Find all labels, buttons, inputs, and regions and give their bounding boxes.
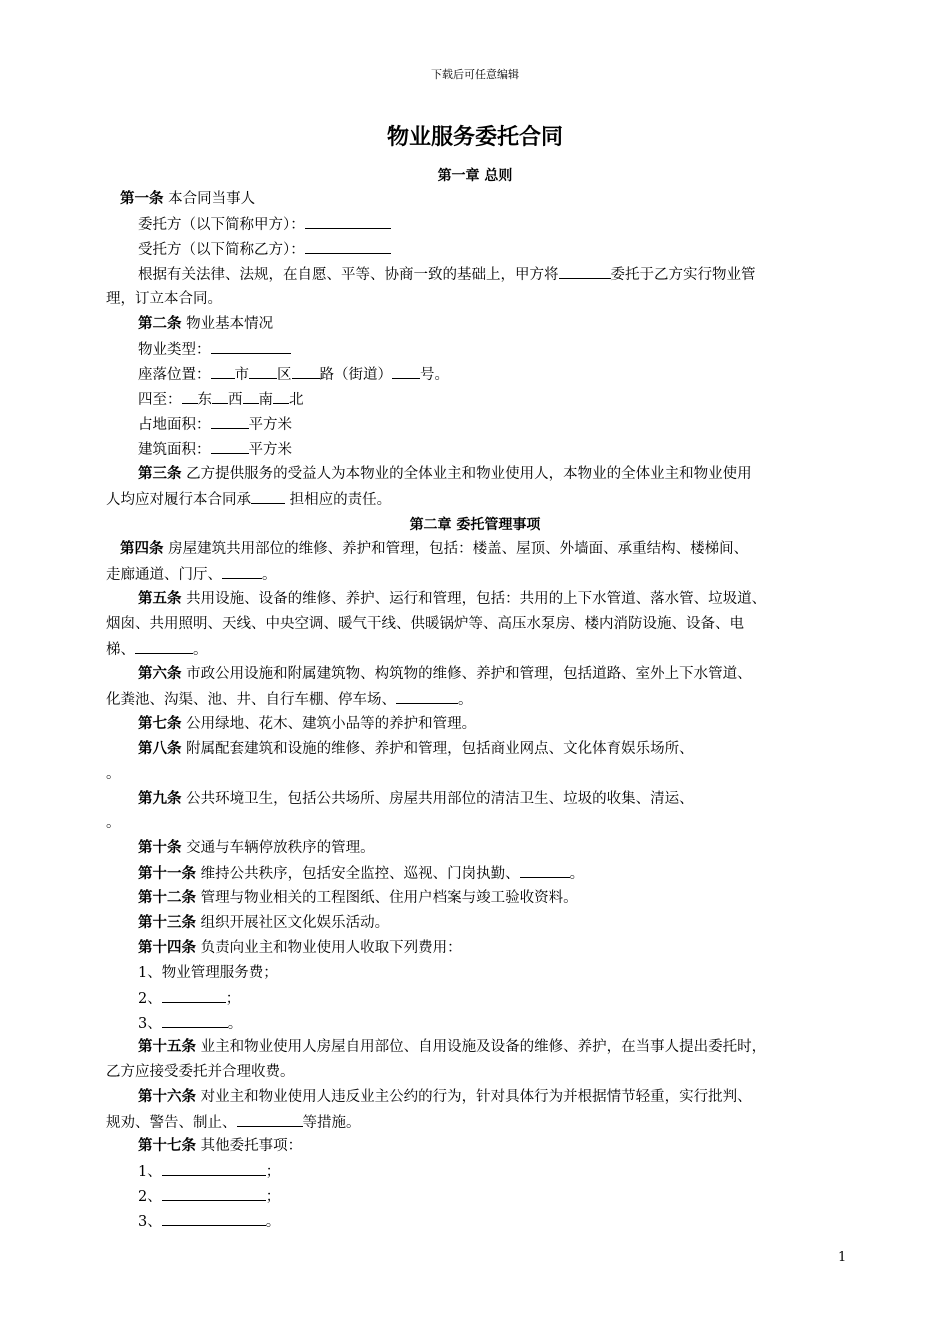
article-text: 负责向业主和物业使用人收取下列费用： bbox=[196, 940, 462, 956]
field-label: 区 bbox=[277, 367, 292, 383]
paragraph-continuation: 理，订立本合同。 bbox=[106, 291, 222, 307]
blank-field[interactable] bbox=[520, 863, 570, 878]
article-label: 第五条 bbox=[138, 590, 182, 607]
article-label: 第十六条 bbox=[138, 1088, 196, 1105]
blank-field[interactable] bbox=[162, 1186, 266, 1201]
list-number: 3、 bbox=[138, 1016, 162, 1032]
article-text: 物业基本情况 bbox=[181, 316, 274, 332]
party-a-label: 委托方（以下简称甲方）： bbox=[138, 217, 305, 233]
party-b-label: 受托方（以下简称乙方）： bbox=[138, 242, 305, 258]
blank-field[interactable] bbox=[243, 389, 259, 404]
article-label: 第六条 bbox=[138, 665, 182, 682]
article-text: 业主和物业使用人房屋自用部位、自用设施及设备的维修、养护，在当事人提出委托时， bbox=[196, 1039, 767, 1055]
blank-field[interactable] bbox=[396, 689, 458, 704]
paragraph-continuation bbox=[106, 489, 391, 510]
blank-field[interactable] bbox=[162, 1161, 266, 1176]
field-label: 市 bbox=[234, 367, 249, 383]
article-text: 本合同当事人 bbox=[163, 191, 256, 207]
paragraph-continuation: 。 bbox=[106, 766, 121, 782]
blank-field[interactable] bbox=[251, 489, 285, 504]
header-note: 下载后可任意编辑 bbox=[431, 68, 519, 81]
paragraph-text: 担相应的责任。 bbox=[285, 492, 392, 508]
article-text: 组织开展社区文化娱乐活动。 bbox=[196, 915, 390, 931]
article-label: 第十五条 bbox=[138, 1038, 196, 1055]
boundaries-line bbox=[138, 389, 304, 410]
article-text: 共用设施、设备的维修、养护、运行和管理，包括：共用的上下水管道、落水管、垃圾道、 bbox=[181, 591, 767, 607]
chapter-heading: 第二章 委托管理事项 bbox=[409, 517, 541, 533]
party-b-line bbox=[138, 239, 391, 260]
fee-item: 1、物业管理服务费； bbox=[138, 965, 278, 981]
field-label: 座落位置： bbox=[138, 367, 211, 383]
field-label: 北 bbox=[289, 392, 304, 408]
blank-field[interactable] bbox=[135, 639, 193, 654]
article-label: 第十七条 bbox=[138, 1137, 196, 1154]
field-label: 建筑面积： bbox=[138, 442, 211, 458]
article-17 bbox=[138, 1136, 302, 1156]
page-number: 1 bbox=[838, 1250, 847, 1265]
article-12 bbox=[138, 888, 578, 908]
other-item bbox=[138, 1211, 280, 1232]
paragraph-text: ； bbox=[225, 991, 241, 1007]
blank-field[interactable] bbox=[162, 988, 226, 1003]
article-text: 附属配套建筑和设施的维修、养护和管理，包括商业网点、文化体育娱乐场所、 bbox=[181, 741, 694, 757]
paragraph-text: 化粪池、沟渠、池、井、自行车棚、停车场、 bbox=[106, 692, 396, 708]
blank-field[interactable] bbox=[182, 389, 198, 404]
fee-item bbox=[138, 988, 240, 1009]
paragraph-continuation bbox=[106, 639, 208, 660]
blank-field[interactable] bbox=[292, 364, 320, 379]
field-label: 平方米 bbox=[248, 417, 292, 433]
paragraph-continuation bbox=[106, 564, 277, 585]
article-label: 第八条 bbox=[138, 740, 182, 757]
paragraph-text: 。 bbox=[569, 866, 585, 882]
paragraph-text: 。 bbox=[265, 1214, 281, 1230]
article-1-paragraph bbox=[138, 264, 756, 285]
article-1 bbox=[120, 189, 255, 209]
property-type-line bbox=[138, 339, 291, 360]
blank-field[interactable] bbox=[273, 389, 289, 404]
blank-field[interactable] bbox=[212, 389, 228, 404]
article-3 bbox=[138, 464, 752, 484]
paragraph-text: 等措施。 bbox=[302, 1115, 361, 1131]
field-label: 路（街道） bbox=[319, 367, 392, 383]
article-16 bbox=[138, 1087, 752, 1107]
other-item bbox=[138, 1161, 280, 1182]
article-text: 对业主和物业使用人违反业主公约的行为，针对具体行为并根据情节轻重，实行批判、 bbox=[196, 1089, 752, 1105]
other-item bbox=[138, 1186, 280, 1207]
blank-field[interactable] bbox=[249, 364, 277, 379]
article-text: 其他委托事项： bbox=[196, 1138, 303, 1154]
list-number: 1、 bbox=[138, 1164, 162, 1180]
field-label: 号。 bbox=[420, 367, 449, 383]
contract-title: 物业服务委托合同 bbox=[386, 124, 563, 150]
paragraph-text: ； bbox=[265, 1164, 281, 1180]
list-number: 2、 bbox=[138, 991, 162, 1007]
land-area-line bbox=[138, 414, 292, 435]
chapter-heading: 第一章 总则 bbox=[437, 168, 513, 184]
article-13 bbox=[138, 913, 389, 933]
article-7 bbox=[138, 714, 476, 734]
paragraph-continuation: 乙方应接受委托并合理收费。 bbox=[106, 1064, 295, 1080]
field-label: 南 bbox=[258, 392, 273, 408]
field-label: 西 bbox=[228, 392, 243, 408]
article-text: 管理与物业相关的工程图纸、住用户档案与竣工验收资料。 bbox=[196, 890, 578, 906]
article-5 bbox=[138, 589, 766, 609]
article-text: 公用绿地、花木、建筑小品等的养护和管理。 bbox=[181, 716, 477, 732]
article-text: 公共环境卫生，包括公共场所、房屋共用部位的清洁卫生、垃圾的收集、清运、 bbox=[181, 791, 694, 807]
article-label: 第九条 bbox=[138, 790, 182, 807]
blank-field[interactable] bbox=[392, 364, 420, 379]
article-label: 第七条 bbox=[138, 715, 182, 732]
field-label: 四至： bbox=[138, 392, 182, 408]
blank-field[interactable] bbox=[305, 214, 391, 229]
blank-field[interactable] bbox=[559, 264, 611, 279]
blank-field[interactable] bbox=[162, 1211, 266, 1226]
paragraph-continuation bbox=[106, 689, 473, 710]
location-line bbox=[138, 364, 449, 385]
article-15 bbox=[138, 1037, 766, 1057]
article-label: 第十一条 bbox=[138, 865, 196, 882]
article-label: 第十条 bbox=[138, 839, 182, 856]
field-label: 东 bbox=[197, 392, 212, 408]
article-8 bbox=[138, 739, 694, 759]
blank-field[interactable] bbox=[211, 414, 249, 429]
paragraph-text: 根据有关法律、法规，在自愿、平等、协商一致的基础上，甲方将 bbox=[138, 267, 559, 283]
article-6 bbox=[138, 664, 752, 684]
paragraph-continuation bbox=[106, 1112, 361, 1133]
field-label: 平方米 bbox=[248, 442, 292, 458]
article-9 bbox=[138, 789, 694, 809]
paragraph-continuation: 。 bbox=[106, 815, 121, 831]
blank-field[interactable] bbox=[211, 364, 235, 379]
article-text: 维持公共秩序，包括安全监控、巡视、门岗执勤、 bbox=[196, 866, 520, 882]
paragraph-continuation: 烟囱、共用照明、天线、中央空调、暖气干线、供暖锅炉等、高压水泵房、楼内消防设施、设备、电 bbox=[106, 616, 744, 632]
paragraph-text: 。 bbox=[227, 1016, 243, 1032]
blank-field[interactable] bbox=[211, 339, 291, 354]
article-label: 第四条 bbox=[120, 540, 164, 557]
article-text: 交通与车辆停放秩序的管理。 bbox=[181, 840, 375, 856]
paragraph-text: 走廊通道、门厅、 bbox=[106, 567, 222, 583]
paragraph-text: 。 bbox=[262, 567, 277, 583]
field-label: 占地面积： bbox=[138, 417, 211, 433]
field-label: 物业类型： bbox=[138, 342, 211, 358]
article-text: 乙方提供服务的受益人为本物业的全体业主和物业使用人，本物业的全体业主和物业使用 bbox=[181, 466, 752, 482]
article-label: 第十四条 bbox=[138, 939, 196, 956]
paragraph-text: 人均应对履行本合同承 bbox=[106, 492, 251, 508]
article-label: 第三条 bbox=[138, 465, 182, 482]
party-a-line bbox=[138, 214, 391, 235]
blank-field[interactable] bbox=[237, 1112, 303, 1127]
article-label: 第二条 bbox=[138, 315, 182, 332]
article-10 bbox=[138, 838, 375, 858]
paragraph-text: 梯、 bbox=[106, 642, 135, 658]
paragraph-text: 委托于乙方实行物业管 bbox=[610, 267, 756, 283]
list-number: 2、 bbox=[138, 1189, 162, 1205]
article-4 bbox=[120, 539, 748, 559]
paragraph-text: 。 bbox=[193, 642, 208, 658]
article-14 bbox=[138, 938, 462, 958]
paragraph-text: ； bbox=[265, 1189, 281, 1205]
article-text: 房屋建筑共用部位的维修、养护和管理，包括：楼盖、屋顶、外墙面、承重结构、楼梯间、 bbox=[163, 541, 749, 557]
blank-field[interactable] bbox=[162, 1013, 228, 1028]
fee-item bbox=[138, 1013, 242, 1034]
paragraph-text: 规劝、警告、制止、 bbox=[106, 1115, 237, 1131]
article-text: 市政公用设施和附属建筑物、构筑物的维修、养护和管理，包括道路、室外上下水管道、 bbox=[181, 666, 752, 682]
article-label: 第一条 bbox=[120, 190, 164, 207]
article-label: 第十三条 bbox=[138, 914, 196, 931]
article-2 bbox=[138, 314, 273, 334]
paragraph-text: 。 bbox=[458, 692, 473, 708]
blank-field[interactable] bbox=[211, 439, 249, 454]
building-area-line bbox=[138, 439, 292, 460]
blank-field[interactable] bbox=[305, 239, 391, 254]
article-label: 第十二条 bbox=[138, 889, 196, 906]
blank-field[interactable] bbox=[222, 564, 262, 579]
article-11 bbox=[138, 863, 584, 884]
list-number: 3、 bbox=[138, 1214, 162, 1230]
